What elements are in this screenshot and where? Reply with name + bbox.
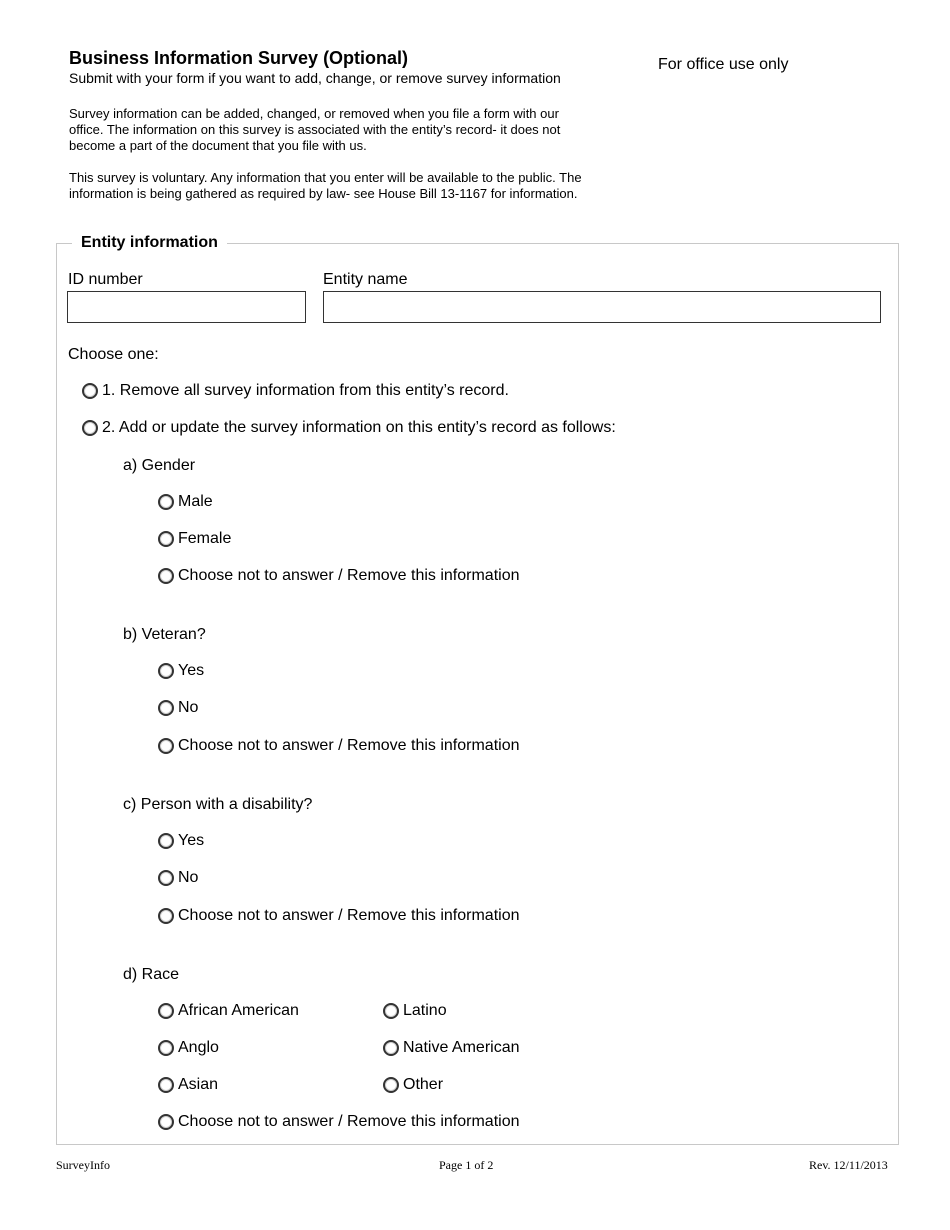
intro-paragraph-1: Survey information can be added, changed, or removed when you file a form with our office. The information on this survey is associated with the entity’s record- it does not become a part of the document that you file with us. bbox=[69, 106, 561, 153]
radio-icon[interactable] bbox=[158, 1077, 174, 1093]
entity-name-input[interactable] bbox=[323, 291, 881, 323]
choose-one-label: Choose one: bbox=[68, 346, 159, 363]
race-option-asian[interactable]: Asian bbox=[158, 1076, 218, 1094]
radio-icon[interactable] bbox=[158, 870, 174, 886]
radio-icon[interactable] bbox=[158, 1040, 174, 1056]
gender-heading: a) Gender bbox=[123, 457, 196, 474]
disability-option-yes[interactable]: Yes bbox=[158, 832, 204, 850]
race-option-other[interactable]: Other bbox=[383, 1076, 443, 1094]
entity-information-legend: Entity information bbox=[72, 234, 227, 252]
id-number-label: ID number bbox=[68, 271, 143, 288]
gender-option-female[interactable]: Female bbox=[158, 530, 231, 548]
disability-option-no[interactable]: No bbox=[158, 869, 198, 887]
id-number-input[interactable] bbox=[67, 291, 306, 323]
radio-icon[interactable] bbox=[158, 494, 174, 510]
remove-all-option[interactable]: 1. Remove all survey information from this entity’s record. bbox=[82, 382, 509, 400]
radio-icon[interactable] bbox=[82, 383, 98, 399]
radio-icon[interactable] bbox=[158, 833, 174, 849]
veteran-option-no[interactable]: No bbox=[158, 699, 198, 717]
radio-icon[interactable] bbox=[158, 700, 174, 716]
radio-icon[interactable] bbox=[158, 738, 174, 754]
gender-option-no-answer[interactable]: Choose not to answer / Remove this information bbox=[158, 567, 520, 585]
race-option-latino[interactable]: Latino bbox=[383, 1002, 447, 1020]
radio-icon[interactable] bbox=[158, 531, 174, 547]
footer-form-name: SurveyInfo bbox=[56, 1158, 110, 1172]
intro-paragraph-2: This survey is voluntary. Any information that you enter will be available to the public. The information is being gathered as required by law- see House Bill 13-1167 for information. bbox=[69, 170, 582, 201]
radio-icon[interactable] bbox=[383, 1003, 399, 1019]
radio-icon[interactable] bbox=[82, 420, 98, 436]
radio-icon[interactable] bbox=[383, 1040, 399, 1056]
race-option-no-answer[interactable]: Choose not to answer / Remove this information bbox=[158, 1113, 520, 1131]
footer-page-number: Page 1 of 2 bbox=[439, 1158, 494, 1172]
radio-icon[interactable] bbox=[383, 1077, 399, 1093]
race-option-native-american[interactable]: Native American bbox=[383, 1039, 520, 1057]
veteran-option-no-answer[interactable]: Choose not to answer / Remove this information bbox=[158, 737, 520, 755]
office-use-label: For office use only bbox=[658, 56, 789, 73]
veteran-option-yes[interactable]: Yes bbox=[158, 662, 204, 680]
veteran-heading: b) Veteran? bbox=[123, 626, 206, 643]
page-subtitle: Submit with your form if you want to add, change, or remove survey information bbox=[69, 70, 561, 86]
radio-icon[interactable] bbox=[158, 663, 174, 679]
disability-heading: c) Person with a disability? bbox=[123, 796, 313, 813]
gender-option-male[interactable]: Male bbox=[158, 493, 213, 511]
disability-option-no-answer[interactable]: Choose not to answer / Remove this information bbox=[158, 907, 520, 925]
radio-icon[interactable] bbox=[158, 1003, 174, 1019]
page-title: Business Information Survey (Optional) bbox=[69, 48, 409, 68]
race-option-african-american[interactable]: African American bbox=[158, 1002, 299, 1020]
footer-revision: Rev. 12/11/2013 bbox=[809, 1158, 888, 1172]
radio-icon[interactable] bbox=[158, 568, 174, 584]
race-heading: d) Race bbox=[123, 966, 180, 983]
radio-icon[interactable] bbox=[158, 908, 174, 924]
entity-name-label: Entity name bbox=[323, 271, 408, 288]
add-update-option[interactable]: 2. Add or update the survey information on this entity’s record as follows: bbox=[82, 419, 616, 437]
race-option-anglo[interactable]: Anglo bbox=[158, 1039, 219, 1057]
radio-icon[interactable] bbox=[158, 1114, 174, 1130]
